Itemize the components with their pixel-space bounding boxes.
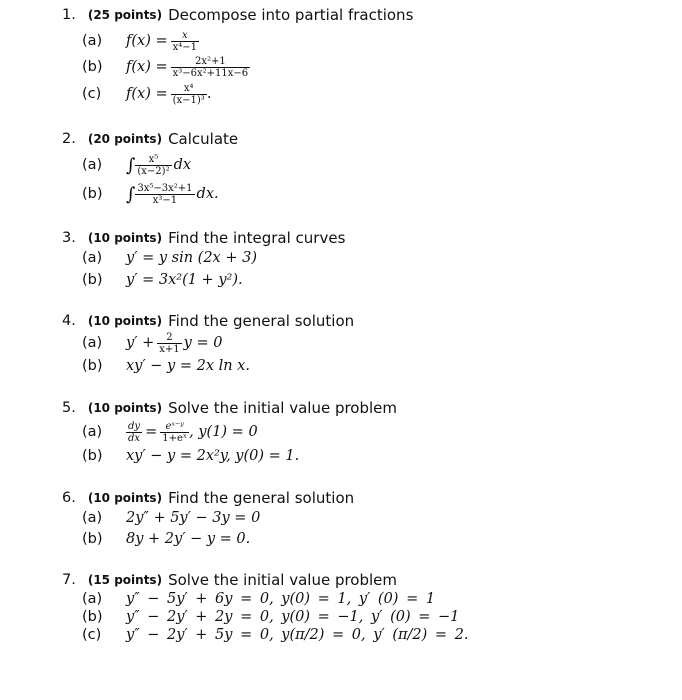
problem-instruction: Find the general solution xyxy=(168,312,355,330)
function-lhs: f(x) = xyxy=(126,33,168,49)
numerator: eˣ⁻ʸ xyxy=(165,420,184,432)
differential: dx. xyxy=(196,186,219,202)
problem-6-header xyxy=(62,489,354,507)
equation: y′ = 3x²(1 + y²). xyxy=(126,272,243,288)
equation: xy′ − y = 2x ln x. xyxy=(126,358,250,374)
equation: y″ − 5y′ + 6y = 0, y(0) = 1, y′ (0) = 1 xyxy=(126,591,436,607)
derivative-fraction xyxy=(126,421,142,444)
problem-number: 3. xyxy=(62,230,76,246)
function-lhs: f(x) = xyxy=(126,86,168,102)
equation: 8y + 2y′ − y = 0. xyxy=(126,531,251,547)
denominator: (x−1)³ xyxy=(172,94,205,106)
function-lhs: f(x) = xyxy=(126,59,168,75)
part-label: (a) xyxy=(82,250,103,266)
part-label: (a) xyxy=(82,424,103,440)
fraction xyxy=(171,30,199,53)
part-label: (b) xyxy=(82,59,103,75)
problem-points: (25 points) xyxy=(87,8,163,22)
part-label: (a) xyxy=(82,335,103,351)
problem-2-header xyxy=(62,130,238,148)
part-label: (c) xyxy=(82,86,102,102)
problem-1b xyxy=(82,52,250,82)
part-label: (b) xyxy=(82,186,103,202)
problem-4b xyxy=(82,358,250,374)
problem-3a xyxy=(82,250,257,266)
problem-points: (10 points) xyxy=(87,401,163,415)
problem-instruction: Solve the initial value problem xyxy=(168,399,398,417)
problem-points: (10 points) xyxy=(87,231,163,245)
problem-7-header xyxy=(62,571,397,589)
numerator: x⁴ xyxy=(183,82,194,94)
equation-suffix: y = 0 xyxy=(183,335,223,351)
numerator: 2x²+1 xyxy=(195,55,226,67)
equation: y′ = y sin (2x + 3) xyxy=(126,250,257,266)
equation: y″ − 2y′ + 2y = 0, y(0) = −1, y′ (0) = −1 xyxy=(126,609,460,625)
differential: dx xyxy=(173,157,192,173)
problem-1-header xyxy=(62,6,413,24)
part-label: (b) xyxy=(82,272,103,288)
numerator: dy xyxy=(128,420,141,432)
problem-3b xyxy=(82,272,243,288)
part-label: (c) xyxy=(82,627,102,643)
part-label: (b) xyxy=(82,609,103,625)
problem-5b xyxy=(82,448,299,464)
part-label: (b) xyxy=(82,358,103,374)
denominator: x³−6x²+11x−6 xyxy=(172,67,249,79)
problem-5a xyxy=(82,416,258,448)
fraction xyxy=(157,332,181,355)
problem-6b xyxy=(82,531,250,547)
part-label: (a) xyxy=(82,33,103,49)
problem-1c xyxy=(82,79,211,109)
problem-6a xyxy=(82,510,260,526)
denominator: x+1 xyxy=(159,343,180,355)
numerator: 2 xyxy=(166,331,173,343)
equals-sign: = xyxy=(145,424,158,440)
problem-7a xyxy=(82,591,435,607)
problem-4a xyxy=(82,328,222,358)
problem-7c xyxy=(82,627,469,643)
numerator: x⁵ xyxy=(148,153,159,165)
problem-number: 7. xyxy=(62,572,76,588)
problem-points: (10 points) xyxy=(87,491,163,505)
fraction xyxy=(160,421,189,444)
problem-instruction: Decompose into partial fractions xyxy=(168,6,414,24)
problem-instruction: Solve the initial value problem xyxy=(168,571,398,589)
problem-number: 5. xyxy=(62,400,76,416)
part-label: (a) xyxy=(82,157,103,173)
trailing: . xyxy=(206,86,212,102)
equation: 2y″ + 5y′ − 3y = 0 xyxy=(126,510,261,526)
denominator: (x−2)² xyxy=(137,165,170,177)
numerator: 3x⁵−3x²+1 xyxy=(137,182,193,194)
problem-number: 6. xyxy=(62,490,76,506)
equation: xy′ − y = 2x²y, y(0) = 1. xyxy=(126,448,300,464)
problem-instruction: Find the general solution xyxy=(168,489,355,507)
integral-sign: ∫ xyxy=(126,154,136,176)
problem-7b xyxy=(82,609,459,625)
numerator: x xyxy=(182,29,188,41)
denominator: 1+eˣ xyxy=(162,432,188,444)
problem-number: 1. xyxy=(62,7,76,23)
problem-instruction: Find the integral curves xyxy=(168,229,346,247)
problem-points: (10 points) xyxy=(87,314,163,328)
denominator: dx xyxy=(126,432,142,444)
fraction xyxy=(135,154,171,177)
part-label: (b) xyxy=(82,448,103,464)
problem-2b xyxy=(82,179,219,209)
equation: y″ − 2y′ + 5y = 0, y(π/2) = 0, y′ (π/2) = 2. xyxy=(126,627,469,643)
initial-condition: , y(1) = 0 xyxy=(189,424,258,440)
part-label: (b) xyxy=(82,531,103,547)
problem-points: (15 points) xyxy=(87,573,163,587)
fraction xyxy=(171,56,251,79)
problem-2a xyxy=(82,150,191,180)
equation-prefix: y′ + xyxy=(126,335,155,351)
denominator: x³−1 xyxy=(135,194,194,206)
part-label: (a) xyxy=(82,510,103,526)
problem-5-header xyxy=(62,399,397,417)
problem-number: 2. xyxy=(62,131,76,147)
part-label: (a) xyxy=(82,591,103,607)
problem-instruction: Calculate xyxy=(168,130,239,148)
problem-number: 4. xyxy=(62,313,76,329)
denominator: x⁴−1 xyxy=(172,41,198,53)
problem-3-header xyxy=(62,229,345,247)
fraction xyxy=(135,183,194,206)
problem-points: (20 points) xyxy=(87,132,163,146)
fraction xyxy=(171,83,207,106)
integral-sign: ∫ xyxy=(126,183,136,205)
